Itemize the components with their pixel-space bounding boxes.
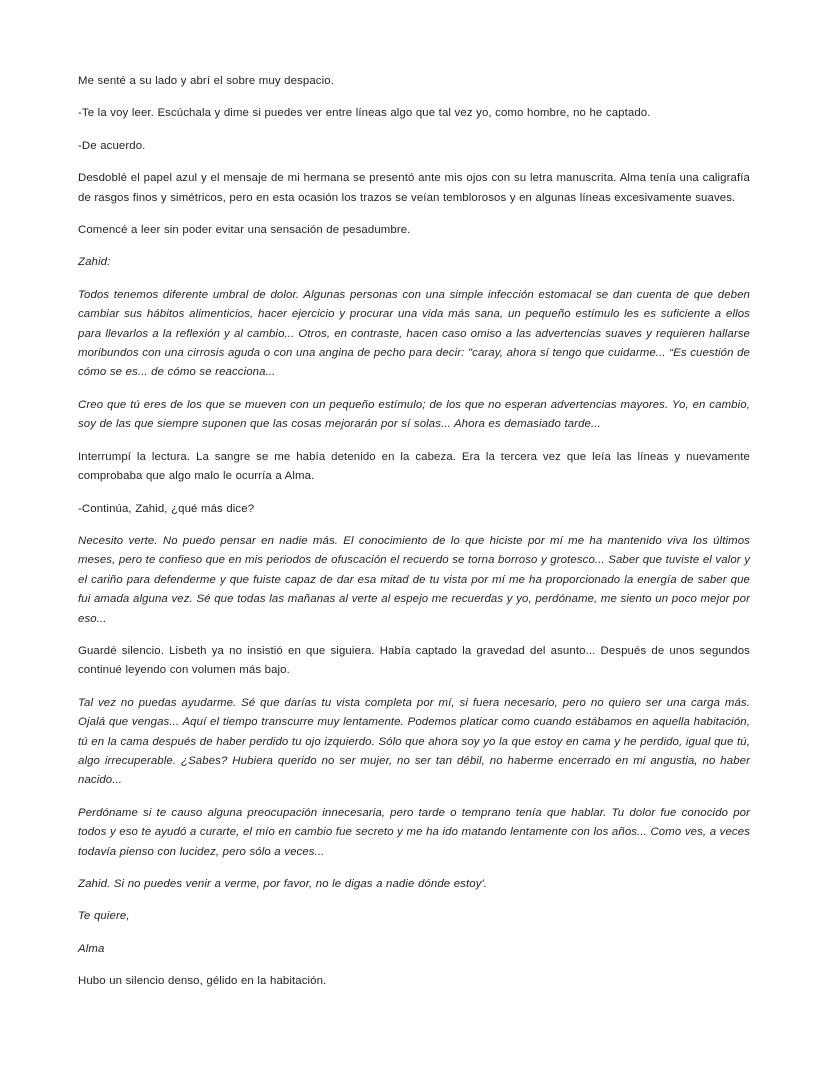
letter-paragraph: Zahid. Si no puedes venir a verme, por favor, no le digas a nadie dónde estoy'. xyxy=(78,878,488,890)
letter-salutation: Zahid: xyxy=(78,256,111,269)
letter-paragraph: Necesito verte. No puedo pensar en nadie más. El conocimiento de lo que hiciste por mí me ha mantenido viva los últimos meses, pero te confieso que en mis periodos de ofuscación el recuerdo se torna borroso y grotesco... Saber que tuviste el valor y el cariño para defenderme y que fuiste capaz de dar esa mitad de tu vista por mí me ha proporcionado la energía de saber que fui amada alguna vez. Sé que todas las mañanas al verte al espejo me recuerdas y yo, perdóname, me siento un poco mejor por eso... xyxy=(78,534,750,625)
paragraph: Interrumpí la lectura. La sangre se me había detenido en la cabeza. Era la tercera vez que leía las líneas y nuevamente comprobaba que algo malo le ocurría a Alma. xyxy=(78,450,750,483)
letter-signature: Alma xyxy=(78,942,105,955)
letter-paragraph: Creo que tú eres de los que se mueven con un pequeño estímulo; de los que no esperan advertencias mayores. Yo, en cambio, soy de las que siempre suponen que las cosas mejorarán por sí solas... Ahora es demasiado tarde... xyxy=(78,398,750,431)
document-body xyxy=(78,72,750,992)
paragraph: Desdoblé el papel azul y el mensaje de mi hermana se presentó ante mis ojos con su letra manuscrita. Alma tenía una caligrafía de rasgos finos y simétricos, pero en esta ocasión los trazos se veían temblorosos y en algunas líneas excesivamente suaves. xyxy=(78,172,750,204)
paragraph: Comencé a leer sin poder evitar una sensación de pesadumbre. xyxy=(78,224,411,237)
paragraph: Hubo un silencio denso, gélido en la habitación. xyxy=(78,975,327,988)
letter-paragraph: Todos tenemos diferente umbral de dolor. Algunas personas con una simple infección estomacal se dan cuenta de que deben cambiar sus hábitos alimenticios, hacer ejercicio y procurar una vida más sana, un pequeño estímulo les es suficiente a ellos para llevarlos a la reflexión y al cambio... Otros, en contraste, hacen caso omiso a las advertencias suaves y requieren hallarse moribundos con una cirrosis aguda o con una angina de pecho para decir: "caray, ahora sí tengo que cuidarme... “Es cuestión de cómo se es... de cómo se reacciona... xyxy=(78,288,750,379)
paragraph: Me senté a su lado y abrí el sobre muy despacio. xyxy=(78,75,334,87)
paragraph: -De acuerdo. xyxy=(78,139,146,152)
letter-paragraph: Tal vez no puedas ayudarme. Sé que darías tu vista completa por mí, si fuera necesario, pero no quiero ser una carga más. Ojalá que vengas... Aquí el tiempo transcurre muy lentamente. Podemos platicar como cuando estábamos en aquella habitación, tú en la cama después de haber perdido tu ojo izquierdo. Sólo que ahora soy yo la que estoy en cama y he perdido, igual que tú, algo irrecuperable. ¿Sabes? Hubiera querido no ser mujer, no ser tan débil, no haberme encerrado en mi angustia, no haber nacido... xyxy=(78,696,750,787)
paragraph: Guardé silencio. Lisbeth ya no insistió en que siguiera. Había captado la gravedad del asunto... Después de unos segundos continué leyendo con volumen más bajo. xyxy=(78,644,750,677)
paragraph: -Te la voy leer. Escúchala y dime si puedes ver entre líneas algo que tal vez yo, como hombre, no he captado. xyxy=(78,107,651,120)
dialogue-line: -Continúa, Zahid, ¿qué más dice? xyxy=(78,502,255,515)
letter-paragraph: Perdóname si te causo alguna preocupación innecesaria, pero tarde o temprano tenía que hablar. Tu dolor fue conocido por todos y eso te ayudó a curarte, el mío en cambio fue secreto y me ha ido matando lentamente con los años... Como ves, a veces todavía pienso con lucidez, pero sólo a veces... xyxy=(78,806,750,858)
letter-closing: Te quiere, xyxy=(78,910,130,923)
